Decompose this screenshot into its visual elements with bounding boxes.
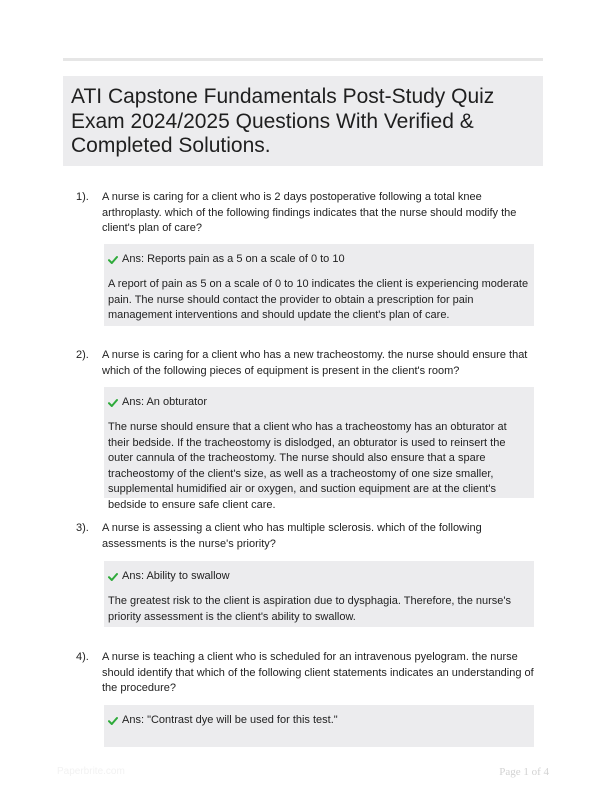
footer-watermark: Paperbrite.com	[57, 766, 125, 777]
check-icon	[108, 716, 118, 726]
answer-box	[104, 705, 534, 747]
answer-explanation: A report of pain as 5 on a scale of 0 to 10 indicates the client is experiencing moderate pain. The nurse should contact the provider to obtain a prescription for pain management interventions and should update the client's plan of care.	[108, 278, 529, 322]
check-icon	[108, 398, 118, 408]
answer-line	[108, 569, 530, 584]
answer-line	[108, 713, 530, 728]
page-indicator: Page 1 of 4	[499, 766, 549, 778]
question-number: 3).	[76, 522, 89, 534]
answer-box	[104, 561, 534, 627]
answer-explanation: The greatest risk to the client is aspiration due to dysphagia. Therefore, the nurse's priority assessment is the client's ability to swallow.	[108, 595, 512, 623]
question-number: 1).	[76, 191, 89, 203]
question-text: A nurse is assessing a client who has multiple sclerosis. which of the following assessments is the nurse's priority?	[102, 522, 482, 550]
answer-text: Ans: Reports pain as a 5 on a scale of 0 to 10	[122, 253, 345, 265]
answer-box	[104, 244, 534, 326]
question-text: A nurse is caring for a client who has a new tracheostomy. the nurse should ensure that which of the following pieces of equipment is present in the client's room?	[102, 349, 528, 377]
answer-text: Ans: Ability to swallow	[122, 570, 230, 582]
title-banner	[63, 76, 543, 166]
question-number: 4).	[76, 651, 89, 663]
question-text: A nurse is teaching a client who is scheduled for an intravenous pyelogram. the nurse should identify that which of the following client statements indicates an understanding of the procedure?	[102, 651, 534, 694]
answer-explanation: The nurse should ensure that a client who has a tracheostomy has an obturator at their bedside. If the tracheostomy is dislodged, an obturator is used to reinsert the outer cannula of the tracheostomy. The nurse should also ensure that a spare tracheostomy of the client's size, as well as a tracheostomy of one size smaller, supplemental humidified air or oxygen, and suction equipment are at the client's bedside to ensure safe client care.	[108, 421, 507, 511]
question-text: A nurse is caring for a client who is 2 days postoperative following a total knee arthroplasty. which of the following findings indicates that the nurse should modify the client's plan of care?	[102, 191, 517, 234]
answer-text: Ans: "Contrast dye will be used for this test."	[122, 714, 338, 726]
answer-text: Ans: An obturator	[122, 396, 207, 408]
document-title: ATI Capstone Fundamentals Post-Study Quiz Exam 2024/2025 Questions With Verified & Completed Solutions.	[71, 85, 495, 157]
question-number: 2).	[76, 349, 89, 361]
check-icon	[108, 255, 118, 265]
top-divider	[63, 58, 543, 61]
check-icon	[108, 572, 118, 582]
answer-line	[108, 395, 530, 410]
answer-line	[108, 252, 530, 267]
answer-box	[104, 387, 534, 511]
